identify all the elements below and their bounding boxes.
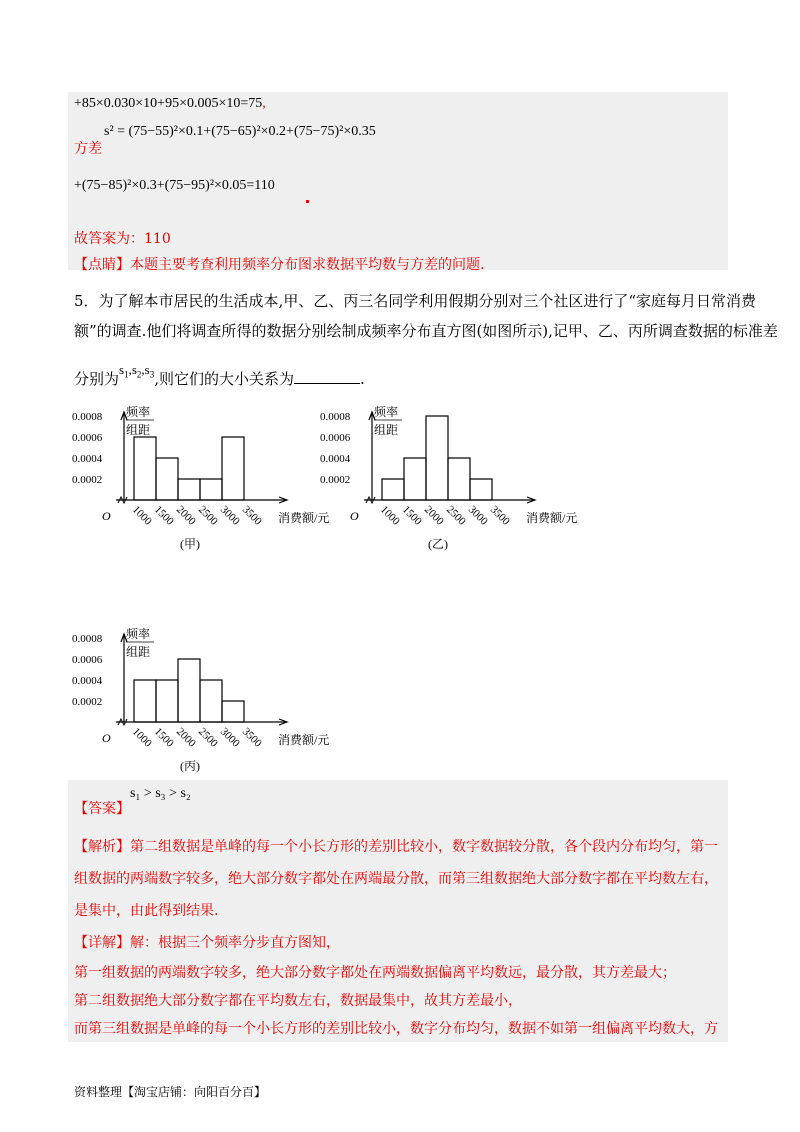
detail-intro: 【详解】解：根据三个频率分步直方图知， — [74, 935, 340, 951]
histogram-bar — [426, 416, 448, 500]
histogram-bar — [178, 659, 200, 722]
chart-caption: (乙) — [428, 537, 448, 551]
histogram-bar — [178, 479, 200, 500]
histogram-bar — [134, 680, 156, 722]
histogram-bar — [200, 680, 222, 722]
y-label-bottom: 组距 — [126, 645, 151, 659]
answer-expr: s₁ > s₃ > s₂ — [130, 786, 191, 801]
chart-caption: (甲) — [180, 537, 200, 551]
red-dot — [306, 200, 309, 203]
axis-break — [118, 497, 127, 503]
origin-label: O — [102, 509, 111, 523]
histogram-bar — [156, 458, 178, 500]
x-tick-label: 2000 — [173, 503, 198, 528]
answer-tag: 【答案】 — [74, 801, 130, 817]
x-tick-label: 3500 — [487, 503, 512, 528]
y-label-bottom: 组距 — [374, 423, 399, 437]
y-label-top: 频率 — [126, 405, 151, 419]
axis-break — [366, 497, 375, 503]
y-tick-label: 0.0002 — [320, 474, 351, 486]
y-tick-label: 0.0004 — [72, 453, 103, 465]
x-tick-label: 1000 — [129, 725, 154, 750]
y-label-bottom: 组距 — [126, 423, 151, 437]
prev-line2: s² = (75−55)²×0.1+(75−65)²×0.2+(75−75)²×0.35 — [104, 124, 376, 139]
prev-answer: 故答案为：110 — [74, 231, 171, 247]
histogram-yi — [318, 404, 588, 554]
detail-line1: 第一组数据的两端数字较多，绝大部分数字都处在两端数据偏离平均数远，最分散，其方差最大； — [74, 965, 676, 981]
y-label-top: 频率 — [126, 627, 151, 641]
analysis-line1: 【解析】第二组数据是单峰的每一个小长方形的差别比较小，数字数据较分散，各个段内分布均匀，第一 — [74, 839, 718, 855]
x-tick-label: 3500 — [239, 503, 264, 528]
y-tick-label: 0.0008 — [72, 411, 103, 423]
y-tick-label: 0.0008 — [320, 411, 351, 423]
histogram-bar — [470, 479, 492, 500]
analysis-line3: 是集中，由此得到结果. — [74, 903, 219, 919]
histogram-bar — [134, 437, 156, 500]
y-tick-label: 0.0008 — [72, 633, 103, 645]
x-tick-label: 2500 — [443, 503, 468, 528]
histogram-bar — [404, 458, 426, 500]
histogram-bar — [448, 458, 470, 500]
answer-blank — [294, 371, 360, 384]
x-tick-label: 2000 — [173, 725, 198, 750]
histogram-bar — [200, 479, 222, 500]
question-line3: 分别为$s_1,s_2,s_3$,则它们的大小关系为 . — [74, 362, 365, 388]
chart-caption: (丙) — [180, 759, 200, 773]
y-tick-label: 0.0006 — [72, 432, 103, 444]
question-line2: 额”的调查.他们将调查所得的数据分别绘制成频率分布直方图(如图所示),记甲、乙、丙所调查数据的标准差 — [74, 322, 778, 340]
histogram-bar — [222, 701, 244, 722]
origin-label: O — [102, 731, 111, 745]
prev-comment: 【点睛】本题主要考查利用频率分布图求数据平均数与方差的问题. — [74, 257, 485, 273]
x-tick-label: 2500 — [195, 725, 220, 750]
question-line1: 5．为了解本市居民的生活成本,甲、乙、丙三名同学利用假期分别对三个社区进行了“家庭每月日常消费 — [74, 292, 756, 310]
histogram-bar — [156, 680, 178, 722]
x-tick-label: 1500 — [151, 725, 176, 750]
x-tick-label: 1000 — [377, 503, 402, 528]
x-tick-label: 1000 — [129, 503, 154, 528]
y-tick-label: 0.0002 — [72, 696, 103, 708]
y-tick-label: 0.0006 — [320, 432, 351, 444]
detail-line2: 第二组数据绝大部分数字都在平均数左右，数据最集中，故其方差最小， — [74, 993, 522, 1009]
x-tick-label: 1500 — [151, 503, 176, 528]
x-tick-label: 3000 — [217, 725, 242, 750]
x-tick-label: 2500 — [195, 503, 220, 528]
histogram-bing — [70, 626, 340, 776]
histogram-bar — [382, 479, 404, 500]
x-tick-label: 1500 — [399, 503, 424, 528]
histogram-jia — [70, 404, 340, 554]
y-label-top: 频率 — [374, 405, 399, 419]
variance-label: 方差 — [74, 141, 102, 157]
x-axis-label: 消费额/元 — [526, 511, 578, 525]
x-tick-label: 2000 — [421, 503, 446, 528]
detail-line3: 而第三组数据是单峰的每一个小长方形的差别比较小，数字分布均匀，数据不如第一组偏离平均数大，方 — [74, 1021, 718, 1037]
analysis-line2: 组数据的两端数字较多，绝大部分数字都处在两端最分散，而第三组数据绝大部分数字都在平均数左右， — [74, 871, 718, 887]
x-tick-label: 3000 — [217, 503, 242, 528]
prev-line3: +(75−85)²×0.3+(75−95)²×0.05=110 — [74, 178, 275, 193]
histogram-bar — [222, 437, 244, 500]
y-tick-label: 0.0006 — [72, 654, 103, 666]
prev-line1: +85×0.030×10+95×0.005×10=75, — [74, 96, 266, 111]
x-tick-label: 3000 — [465, 503, 490, 528]
axis-break — [118, 719, 127, 725]
y-tick-label: 0.0004 — [72, 675, 103, 687]
y-tick-label: 0.0004 — [320, 453, 351, 465]
x-tick-label: 3500 — [239, 725, 264, 750]
origin-label: O — [350, 509, 359, 523]
y-tick-label: 0.0002 — [72, 474, 103, 486]
x-axis-label: 消费额/元 — [278, 511, 330, 525]
footer-text: 资料整理【淘宝店铺：向阳百分百】 — [74, 1085, 267, 1099]
x-axis-label: 消费额/元 — [278, 733, 330, 747]
